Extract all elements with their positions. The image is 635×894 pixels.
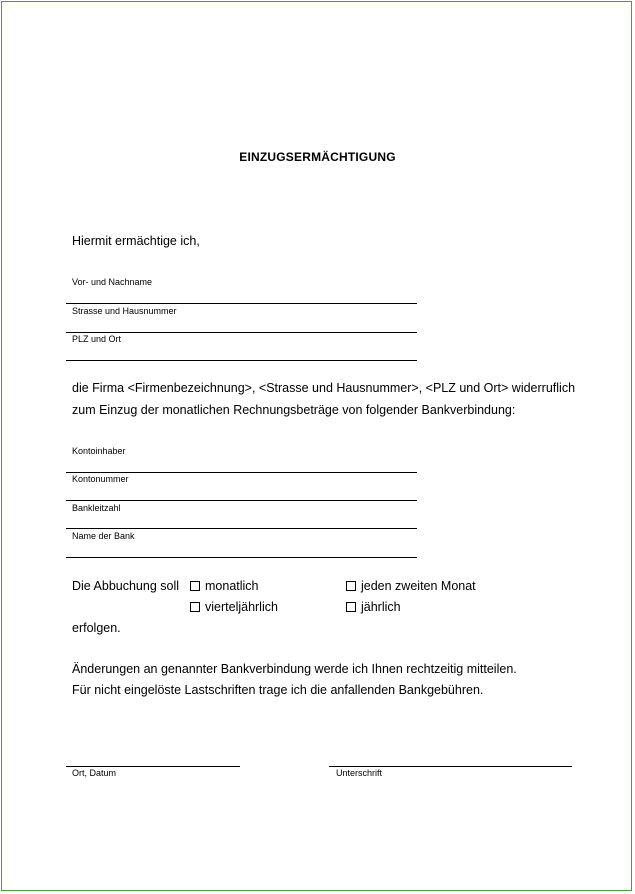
field-line-account-holder[interactable]	[66, 472, 417, 473]
company-text-line-2: zum Einzug der monatlichen Rechnungsbeträge von folgender Bankverbindung:	[72, 403, 516, 417]
option-bimonthly-label: jeden zweiten Monat	[361, 579, 476, 593]
option-yearly-label: jährlich	[361, 600, 401, 614]
debit-label: Die Abbuchung soll	[72, 579, 180, 593]
field-label-street: Strasse und Hausnummer	[72, 306, 177, 316]
field-label-name: Vor- und Nachname	[72, 277, 153, 287]
note-line-2: Für nicht eingelöste Lastschriften trage ich die anfallenden Bankgebühren.	[72, 683, 484, 697]
company-text-line-1: die Firma <Firmenbezeichnung>, <Strasse und Hausnummer>, <PLZ und Ort> widerruflich	[72, 381, 576, 395]
checkbox-quarterly[interactable]	[190, 602, 200, 612]
field-line-account-number[interactable]	[66, 500, 417, 501]
option-bimonthly[interactable]	[346, 579, 476, 593]
sign-label-place-date: Ort, Datum	[72, 768, 117, 778]
field-line-bank-name[interactable]	[66, 557, 417, 558]
field-label-bank-name: Name der Bank	[72, 531, 135, 541]
option-quarterly-label: vierteljährlich	[205, 600, 278, 614]
checkbox-yearly[interactable]	[346, 602, 356, 612]
option-monthly-label: monatlich	[205, 579, 259, 593]
sign-label-signature: Unterschrift	[336, 768, 383, 778]
field-label-bank-code: Bankleitzahl	[72, 503, 121, 513]
field-line-bank-code[interactable]	[66, 528, 417, 529]
note-line-1: Änderungen an genannter Bankverbindung werde ich Ihnen rechtzeitig mitteilen.	[72, 662, 517, 676]
field-line-name[interactable]	[66, 303, 417, 304]
document-title: EINZUGSERMÄCHTIGUNG	[239, 150, 396, 164]
sign-line-place-date[interactable]	[66, 766, 240, 767]
field-label-account-holder: Kontoinhaber	[72, 446, 126, 456]
field-label-account-number: Kontonummer	[72, 474, 129, 484]
checkbox-monthly[interactable]	[190, 581, 200, 591]
option-quarterly[interactable]	[190, 600, 278, 614]
intro-text: Hiermit ermächtige ich,	[72, 234, 200, 248]
checkbox-bimonthly[interactable]	[346, 581, 356, 591]
option-yearly[interactable]	[346, 600, 401, 614]
erfolgen-text: erfolgen.	[72, 621, 121, 635]
field-label-city: PLZ und Ort	[72, 334, 122, 344]
option-monthly[interactable]	[190, 579, 259, 593]
field-line-city[interactable]	[66, 360, 417, 361]
field-line-street[interactable]	[66, 332, 417, 333]
sign-line-signature[interactable]	[329, 766, 572, 767]
